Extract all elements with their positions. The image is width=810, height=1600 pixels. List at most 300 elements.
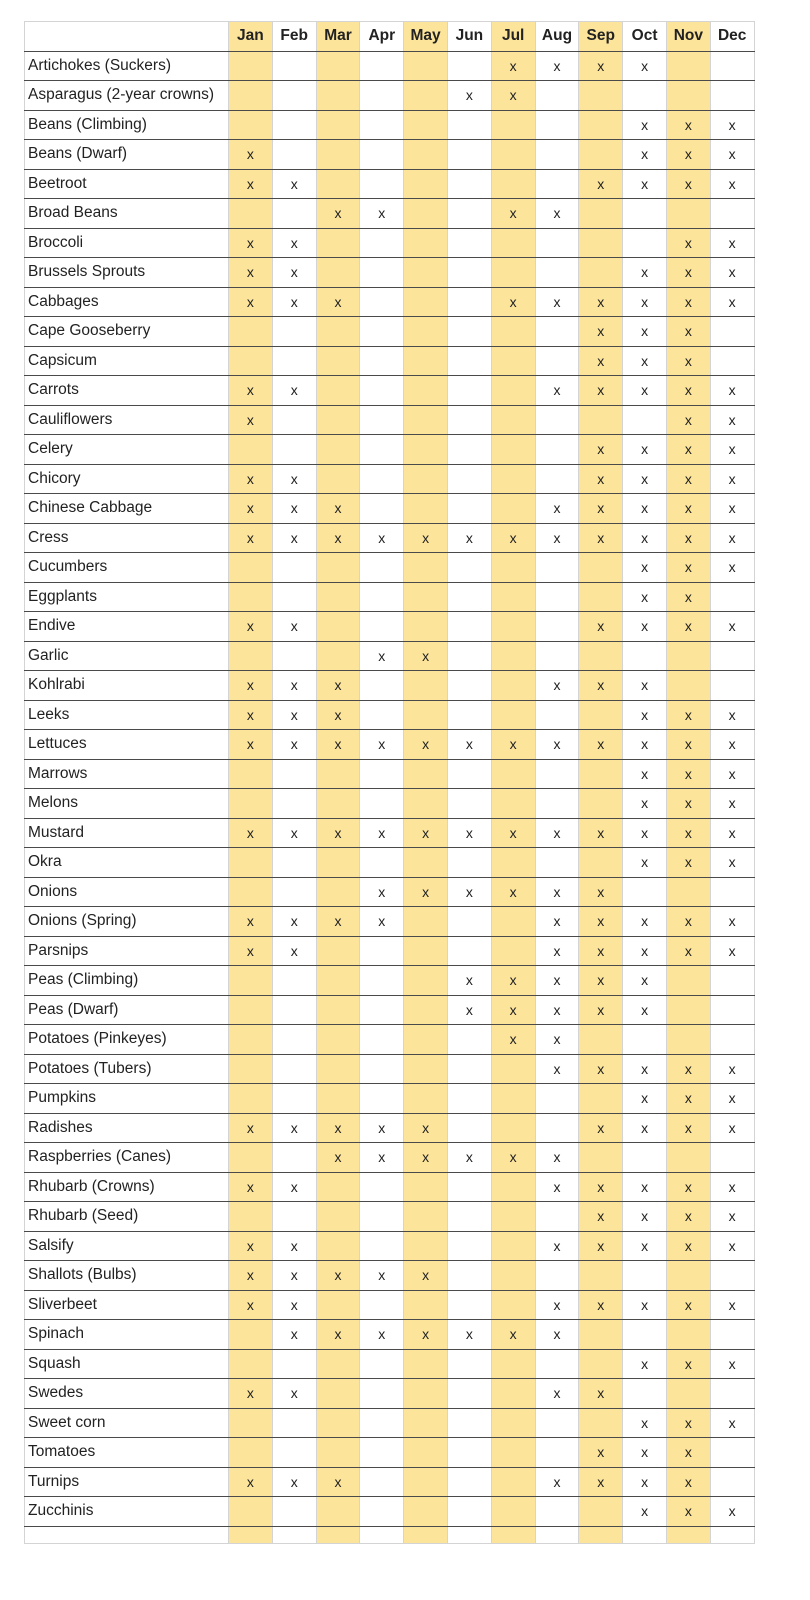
cell-jun[interactable] xyxy=(447,936,491,966)
cell-sep[interactable]: x xyxy=(579,346,623,376)
cell-nov[interactable]: x xyxy=(666,464,710,494)
cell-feb[interactable] xyxy=(272,1025,316,1055)
cell-jun[interactable] xyxy=(447,199,491,229)
crop-name-cell[interactable]: Onions (Spring) xyxy=(25,907,229,937)
cell-may[interactable] xyxy=(404,140,448,170)
cell-jul[interactable] xyxy=(491,1379,535,1409)
cell-feb[interactable] xyxy=(272,81,316,111)
cell-may[interactable] xyxy=(404,1438,448,1468)
cell-jan[interactable]: x xyxy=(229,376,273,406)
cell-aug[interactable]: x xyxy=(535,818,579,848)
cell-jan[interactable] xyxy=(229,1408,273,1438)
cell-oct[interactable]: x xyxy=(623,1467,667,1497)
cell-mar[interactable]: x xyxy=(316,523,360,553)
cell-sep[interactable]: x xyxy=(579,1438,623,1468)
cell-jul[interactable] xyxy=(491,671,535,701)
cell-oct[interactable]: x xyxy=(623,376,667,406)
cell-oct[interactable]: x xyxy=(623,582,667,612)
cell-jul[interactable]: x xyxy=(491,730,535,760)
cell-nov[interactable]: x xyxy=(666,700,710,730)
cell-may[interactable]: x xyxy=(404,641,448,671)
cell-jul[interactable]: x xyxy=(491,1143,535,1173)
cell-apr[interactable]: x xyxy=(360,641,404,671)
cell-may[interactable] xyxy=(404,1231,448,1261)
cell-jan[interactable] xyxy=(229,317,273,347)
cell-nov[interactable]: x xyxy=(666,140,710,170)
crop-name-cell[interactable]: Eggplants xyxy=(25,582,229,612)
cell-mar[interactable] xyxy=(316,759,360,789)
cell-mar[interactable] xyxy=(316,1408,360,1438)
cell-mar[interactable] xyxy=(316,435,360,465)
cell-mar[interactable] xyxy=(316,789,360,819)
cell-sep[interactable]: x xyxy=(579,1231,623,1261)
cell-jan[interactable]: x xyxy=(229,258,273,288)
cell-sep[interactable] xyxy=(579,582,623,612)
cell-nov[interactable]: x xyxy=(666,907,710,937)
cell-jun[interactable] xyxy=(447,848,491,878)
cell-dec[interactable] xyxy=(710,582,754,612)
cell-sep[interactable] xyxy=(579,81,623,111)
cell-aug[interactable]: x xyxy=(535,966,579,996)
cell-apr[interactable] xyxy=(360,848,404,878)
cell-mar[interactable] xyxy=(316,1202,360,1232)
cell-jan[interactable] xyxy=(229,1202,273,1232)
cell-apr[interactable] xyxy=(360,346,404,376)
crop-name-cell[interactable]: Broccoli xyxy=(25,228,229,258)
cell-jan[interactable]: x xyxy=(229,1172,273,1202)
cell-aug[interactable]: x xyxy=(535,199,579,229)
cell-feb[interactable]: x xyxy=(272,464,316,494)
cell-sep[interactable] xyxy=(579,1408,623,1438)
crop-name-cell[interactable]: Leeks xyxy=(25,700,229,730)
cell-oct[interactable] xyxy=(623,199,667,229)
cell-oct[interactable]: x xyxy=(623,907,667,937)
cell-dec[interactable] xyxy=(710,641,754,671)
cell-jun[interactable] xyxy=(447,405,491,435)
cell-nov[interactable] xyxy=(666,1379,710,1409)
cell-nov[interactable] xyxy=(666,995,710,1025)
crop-name-cell[interactable]: Broad Beans xyxy=(25,199,229,229)
cell-jun[interactable] xyxy=(447,1202,491,1232)
cell-aug[interactable] xyxy=(535,1497,579,1527)
cell-jul[interactable]: x xyxy=(491,199,535,229)
cell-may[interactable] xyxy=(404,789,448,819)
cell-apr[interactable] xyxy=(360,110,404,140)
cell-may[interactable] xyxy=(404,1467,448,1497)
crop-name-cell[interactable]: Raspberries (Canes) xyxy=(25,1143,229,1173)
cell-oct[interactable]: x xyxy=(623,1202,667,1232)
cell-jun[interactable] xyxy=(447,671,491,701)
cell-jun[interactable] xyxy=(447,287,491,317)
cell-jul[interactable] xyxy=(491,1231,535,1261)
cell-feb[interactable]: x xyxy=(272,228,316,258)
empty-cell[interactable] xyxy=(447,1526,491,1543)
cell-sep[interactable]: x xyxy=(579,966,623,996)
cell-nov[interactable]: x xyxy=(666,435,710,465)
cell-aug[interactable]: x xyxy=(535,1467,579,1497)
cell-dec[interactable] xyxy=(710,1438,754,1468)
cell-sep[interactable] xyxy=(579,258,623,288)
cell-sep[interactable]: x xyxy=(579,730,623,760)
cell-oct[interactable]: x xyxy=(623,1408,667,1438)
cell-jan[interactable]: x xyxy=(229,907,273,937)
cell-sep[interactable] xyxy=(579,1320,623,1350)
cell-sep[interactable]: x xyxy=(579,1113,623,1143)
cell-sep[interactable] xyxy=(579,789,623,819)
cell-apr[interactable] xyxy=(360,317,404,347)
cell-oct[interactable]: x xyxy=(623,818,667,848)
cell-jul[interactable]: x xyxy=(491,1320,535,1350)
cell-apr[interactable] xyxy=(360,1054,404,1084)
cell-aug[interactable] xyxy=(535,81,579,111)
cell-may[interactable] xyxy=(404,1172,448,1202)
cell-jul[interactable] xyxy=(491,464,535,494)
cell-jun[interactable] xyxy=(447,1172,491,1202)
cell-apr[interactable] xyxy=(360,287,404,317)
cell-oct[interactable]: x xyxy=(623,1172,667,1202)
cell-jul[interactable] xyxy=(491,848,535,878)
cell-nov[interactable]: x xyxy=(666,1172,710,1202)
cell-aug[interactable] xyxy=(535,317,579,347)
cell-oct[interactable] xyxy=(623,1025,667,1055)
cell-apr[interactable] xyxy=(360,1231,404,1261)
cell-jul[interactable] xyxy=(491,553,535,583)
cell-mar[interactable]: x xyxy=(316,671,360,701)
cell-oct[interactable] xyxy=(623,405,667,435)
cell-nov[interactable]: x xyxy=(666,1231,710,1261)
cell-apr[interactable]: x xyxy=(360,730,404,760)
cell-feb[interactable]: x xyxy=(272,1261,316,1291)
cell-feb[interactable]: x xyxy=(272,907,316,937)
cell-may[interactable] xyxy=(404,464,448,494)
cell-may[interactable]: x xyxy=(404,730,448,760)
cell-feb[interactable]: x xyxy=(272,671,316,701)
cell-nov[interactable]: x xyxy=(666,1467,710,1497)
cell-nov[interactable]: x xyxy=(666,612,710,642)
cell-aug[interactable] xyxy=(535,1113,579,1143)
cell-jan[interactable] xyxy=(229,966,273,996)
cell-nov[interactable] xyxy=(666,199,710,229)
cell-dec[interactable] xyxy=(710,317,754,347)
cell-may[interactable] xyxy=(404,494,448,524)
cell-aug[interactable] xyxy=(535,553,579,583)
cell-jun[interactable]: x xyxy=(447,966,491,996)
cell-apr[interactable] xyxy=(360,671,404,701)
cell-sep[interactable]: x xyxy=(579,1379,623,1409)
cell-jul[interactable]: x xyxy=(491,966,535,996)
cell-jan[interactable]: x xyxy=(229,1467,273,1497)
cell-sep[interactable] xyxy=(579,553,623,583)
cell-may[interactable]: x xyxy=(404,818,448,848)
cell-oct[interactable]: x xyxy=(623,1113,667,1143)
cell-feb[interactable]: x xyxy=(272,1290,316,1320)
cell-may[interactable]: x xyxy=(404,1320,448,1350)
empty-cell[interactable] xyxy=(535,1526,579,1543)
cell-feb[interactable]: x xyxy=(272,523,316,553)
cell-nov[interactable] xyxy=(666,51,710,81)
cell-dec[interactable]: x xyxy=(710,1290,754,1320)
cell-jan[interactable]: x xyxy=(229,1261,273,1291)
cell-mar[interactable] xyxy=(316,51,360,81)
cell-jun[interactable] xyxy=(447,1290,491,1320)
cell-nov[interactable]: x xyxy=(666,759,710,789)
cell-dec[interactable] xyxy=(710,671,754,701)
cell-aug[interactable]: x xyxy=(535,1025,579,1055)
crop-name-cell[interactable]: Peas (Climbing) xyxy=(25,966,229,996)
cell-jun[interactable]: x xyxy=(447,1320,491,1350)
cell-jun[interactable] xyxy=(447,553,491,583)
cell-feb[interactable]: x xyxy=(272,169,316,199)
month-header-jul[interactable]: Jul xyxy=(491,22,535,52)
cell-feb[interactable]: x xyxy=(272,287,316,317)
cell-feb[interactable] xyxy=(272,1084,316,1114)
cell-aug[interactable] xyxy=(535,464,579,494)
cell-feb[interactable] xyxy=(272,995,316,1025)
cell-apr[interactable] xyxy=(360,759,404,789)
cell-jun[interactable] xyxy=(447,1467,491,1497)
cell-jun[interactable] xyxy=(447,51,491,81)
cell-apr[interactable] xyxy=(360,376,404,406)
cell-sep[interactable]: x xyxy=(579,936,623,966)
cell-mar[interactable] xyxy=(316,169,360,199)
cell-aug[interactable] xyxy=(535,641,579,671)
cell-jan[interactable] xyxy=(229,995,273,1025)
crop-name-cell[interactable]: Cabbages xyxy=(25,287,229,317)
cell-dec[interactable]: x xyxy=(710,730,754,760)
cell-aug[interactable]: x xyxy=(535,287,579,317)
cell-mar[interactable] xyxy=(316,641,360,671)
cell-aug[interactable]: x xyxy=(535,1143,579,1173)
cell-may[interactable] xyxy=(404,582,448,612)
cell-oct[interactable]: x xyxy=(623,936,667,966)
cell-oct[interactable] xyxy=(623,1379,667,1409)
cell-feb[interactable]: x xyxy=(272,494,316,524)
cell-apr[interactable] xyxy=(360,435,404,465)
cell-apr[interactable] xyxy=(360,1084,404,1114)
cell-jul[interactable]: x xyxy=(491,81,535,111)
cell-nov[interactable]: x xyxy=(666,818,710,848)
cell-jan[interactable]: x xyxy=(229,1379,273,1409)
cell-oct[interactable] xyxy=(623,228,667,258)
cell-jul[interactable] xyxy=(491,140,535,170)
cell-feb[interactable]: x xyxy=(272,1113,316,1143)
cell-apr[interactable] xyxy=(360,966,404,996)
cell-may[interactable] xyxy=(404,553,448,583)
cell-may[interactable] xyxy=(404,1379,448,1409)
cell-jan[interactable] xyxy=(229,51,273,81)
cell-jun[interactable] xyxy=(447,110,491,140)
cell-feb[interactable]: x xyxy=(272,1467,316,1497)
cell-aug[interactable] xyxy=(535,169,579,199)
crop-name-cell[interactable]: Beans (Climbing) xyxy=(25,110,229,140)
month-header-jun[interactable]: Jun xyxy=(447,22,491,52)
cell-oct[interactable] xyxy=(623,1320,667,1350)
cell-sep[interactable] xyxy=(579,140,623,170)
cell-sep[interactable] xyxy=(579,848,623,878)
crop-name-cell[interactable]: Kohlrabi xyxy=(25,671,229,701)
cell-oct[interactable] xyxy=(623,877,667,907)
cell-mar[interactable] xyxy=(316,1497,360,1527)
cell-may[interactable]: x xyxy=(404,1261,448,1291)
cell-feb[interactable]: x xyxy=(272,1320,316,1350)
cell-apr[interactable]: x xyxy=(360,199,404,229)
cell-oct[interactable]: x xyxy=(623,1084,667,1114)
cell-jun[interactable] xyxy=(447,1349,491,1379)
cell-dec[interactable]: x xyxy=(710,612,754,642)
cell-may[interactable] xyxy=(404,936,448,966)
cell-aug[interactable]: x xyxy=(535,1379,579,1409)
cell-feb[interactable] xyxy=(272,759,316,789)
cell-jul[interactable] xyxy=(491,1349,535,1379)
cell-oct[interactable] xyxy=(623,1143,667,1173)
cell-oct[interactable]: x xyxy=(623,995,667,1025)
cell-oct[interactable]: x xyxy=(623,51,667,81)
cell-dec[interactable]: x xyxy=(710,1408,754,1438)
cell-sep[interactable]: x xyxy=(579,877,623,907)
cell-nov[interactable]: x xyxy=(666,553,710,583)
empty-cell[interactable] xyxy=(360,1526,404,1543)
cell-oct[interactable]: x xyxy=(623,789,667,819)
cell-aug[interactable]: x xyxy=(535,494,579,524)
cell-oct[interactable]: x xyxy=(623,671,667,701)
cell-nov[interactable]: x xyxy=(666,110,710,140)
empty-cell[interactable] xyxy=(666,1526,710,1543)
cell-apr[interactable] xyxy=(360,1467,404,1497)
cell-jan[interactable]: x xyxy=(229,405,273,435)
cell-apr[interactable] xyxy=(360,228,404,258)
cell-feb[interactable] xyxy=(272,553,316,583)
cell-dec[interactable] xyxy=(710,966,754,996)
cell-sep[interactable]: x xyxy=(579,169,623,199)
cell-mar[interactable] xyxy=(316,936,360,966)
cell-feb[interactable] xyxy=(272,1438,316,1468)
crop-name-cell[interactable]: Swedes xyxy=(25,1379,229,1409)
cell-jul[interactable] xyxy=(491,1438,535,1468)
cell-oct[interactable]: x xyxy=(623,464,667,494)
cell-aug[interactable] xyxy=(535,346,579,376)
cell-may[interactable] xyxy=(404,81,448,111)
cell-mar[interactable] xyxy=(316,553,360,583)
cell-aug[interactable] xyxy=(535,405,579,435)
cell-may[interactable] xyxy=(404,1349,448,1379)
cell-aug[interactable] xyxy=(535,228,579,258)
cell-jul[interactable]: x xyxy=(491,51,535,81)
cell-may[interactable] xyxy=(404,169,448,199)
cell-jul[interactable]: x xyxy=(491,877,535,907)
cell-dec[interactable]: x xyxy=(710,464,754,494)
cell-sep[interactable] xyxy=(579,1497,623,1527)
cell-jan[interactable] xyxy=(229,199,273,229)
empty-cell[interactable] xyxy=(316,1526,360,1543)
cell-apr[interactable] xyxy=(360,494,404,524)
cell-jan[interactable] xyxy=(229,81,273,111)
cell-may[interactable] xyxy=(404,1202,448,1232)
cell-dec[interactable]: x xyxy=(710,553,754,583)
cell-feb[interactable] xyxy=(272,1349,316,1379)
cell-jul[interactable] xyxy=(491,1261,535,1291)
cell-jul[interactable] xyxy=(491,435,535,465)
cell-mar[interactable]: x xyxy=(316,199,360,229)
cell-oct[interactable] xyxy=(623,641,667,671)
cell-apr[interactable]: x xyxy=(360,523,404,553)
cell-dec[interactable]: x xyxy=(710,848,754,878)
cell-nov[interactable]: x xyxy=(666,494,710,524)
crop-name-cell[interactable]: Okra xyxy=(25,848,229,878)
cell-oct[interactable] xyxy=(623,81,667,111)
cell-jan[interactable]: x xyxy=(229,228,273,258)
cell-jan[interactable]: x xyxy=(229,818,273,848)
cell-jun[interactable] xyxy=(447,1054,491,1084)
month-header-dec[interactable]: Dec xyxy=(710,22,754,52)
crop-name-cell[interactable]: Chinese Cabbage xyxy=(25,494,229,524)
cell-mar[interactable] xyxy=(316,1172,360,1202)
cell-sep[interactable]: x xyxy=(579,995,623,1025)
cell-nov[interactable]: x xyxy=(666,1290,710,1320)
cell-feb[interactable] xyxy=(272,1202,316,1232)
cell-may[interactable] xyxy=(404,995,448,1025)
crop-name-cell[interactable]: Onions xyxy=(25,877,229,907)
crop-name-cell[interactable]: Pumpkins xyxy=(25,1084,229,1114)
month-header-oct[interactable]: Oct xyxy=(623,22,667,52)
cell-aug[interactable] xyxy=(535,1438,579,1468)
cell-dec[interactable]: x xyxy=(710,110,754,140)
cell-sep[interactable] xyxy=(579,1143,623,1173)
empty-cell[interactable] xyxy=(710,1526,754,1543)
cell-dec[interactable] xyxy=(710,877,754,907)
cell-feb[interactable] xyxy=(272,1143,316,1173)
cell-dec[interactable]: x xyxy=(710,494,754,524)
cell-mar[interactable] xyxy=(316,612,360,642)
cell-feb[interactable]: x xyxy=(272,936,316,966)
cell-feb[interactable] xyxy=(272,1408,316,1438)
cell-apr[interactable]: x xyxy=(360,1113,404,1143)
crop-name-cell[interactable]: Asparagus (2-year crowns) xyxy=(25,81,229,111)
cell-dec[interactable]: x xyxy=(710,700,754,730)
cell-jun[interactable] xyxy=(447,1261,491,1291)
cell-mar[interactable] xyxy=(316,582,360,612)
cell-jul[interactable]: x xyxy=(491,523,535,553)
cell-sep[interactable] xyxy=(579,199,623,229)
cell-apr[interactable] xyxy=(360,140,404,170)
cell-apr[interactable] xyxy=(360,1379,404,1409)
cell-dec[interactable]: x xyxy=(710,405,754,435)
cell-nov[interactable]: x xyxy=(666,317,710,347)
cell-may[interactable] xyxy=(404,376,448,406)
cell-feb[interactable]: x xyxy=(272,1231,316,1261)
cell-dec[interactable]: x xyxy=(710,140,754,170)
cell-may[interactable] xyxy=(404,1084,448,1114)
crop-name-cell[interactable]: Rhubarb (Crowns) xyxy=(25,1172,229,1202)
cell-mar[interactable]: x xyxy=(316,494,360,524)
cell-feb[interactable] xyxy=(272,848,316,878)
cell-nov[interactable] xyxy=(666,641,710,671)
cell-nov[interactable]: x xyxy=(666,848,710,878)
cell-mar[interactable] xyxy=(316,228,360,258)
cell-nov[interactable]: x xyxy=(666,582,710,612)
cell-jul[interactable] xyxy=(491,1467,535,1497)
cell-aug[interactable]: x xyxy=(535,730,579,760)
cell-oct[interactable]: x xyxy=(623,966,667,996)
cell-dec[interactable]: x xyxy=(710,1084,754,1114)
cell-mar[interactable] xyxy=(316,405,360,435)
cell-jul[interactable] xyxy=(491,641,535,671)
cell-aug[interactable] xyxy=(535,1084,579,1114)
cell-jan[interactable] xyxy=(229,1320,273,1350)
cell-jun[interactable] xyxy=(447,612,491,642)
cell-sep[interactable] xyxy=(579,228,623,258)
cell-sep[interactable]: x xyxy=(579,287,623,317)
crop-name-cell[interactable]: Cress xyxy=(25,523,229,553)
